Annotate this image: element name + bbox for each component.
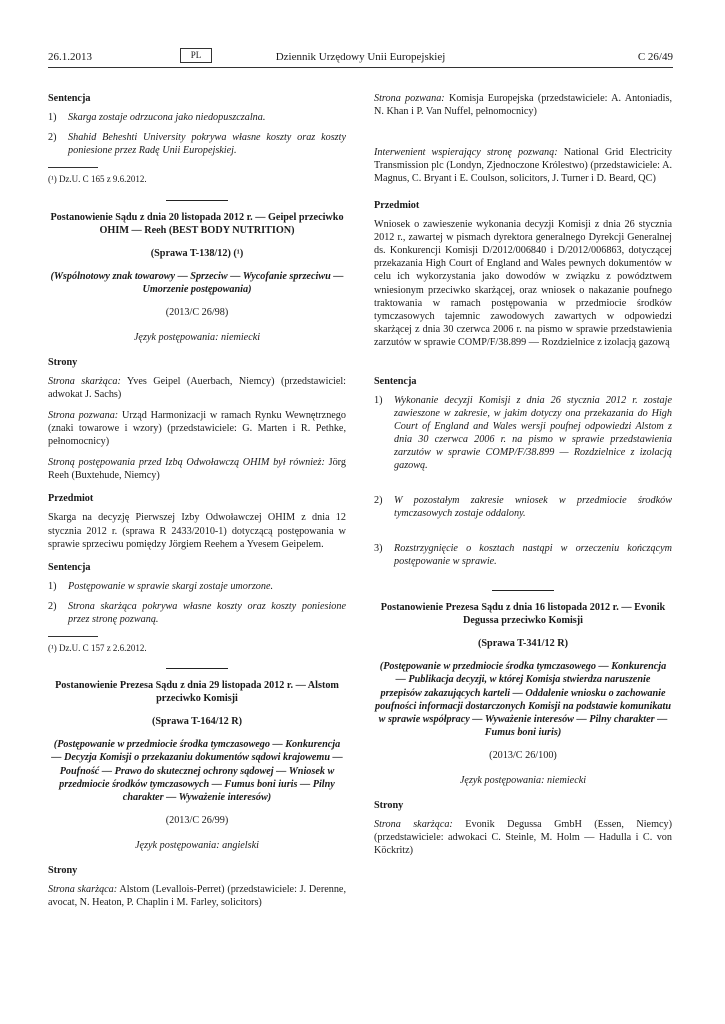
list-item: 3) Rozstrzygnięcie o kosztach nastąpi w orzeczeniu kończącym postępowanie w sprawie.: [374, 543, 672, 568]
subject-paragraph: Wniosek o zawieszenie wykonania decyzji Komisji z dnia 26 stycznia 2012 r., zawartej w pismach dyrektora generalnego Dyrekcji Generalnej ds. Konkurencji Komisji D/2012/006840 i D/2012/006863, dotyczącej przekazania High Court of England and Wales pewnych dokumentów w celu ich wykorzystania jako dowodów w związku z powództwem wniesionym przeciwko skarżącej, oraz wniosek o nakazanie poufnego traktowania w ramach postępowania w przedmiocie środków tymczasowych tajemnic zawodowych zawartych w odpowiedzi skarżącej z dnia 30 czerwca 2006 r. na pismo w sprawie przedstawienia zarzutów w sprawie COMP/F/38.899 — Rozdzielnice z izolacją gazową: [374, 219, 672, 348]
section-divider: [166, 200, 228, 201]
header-rule: [48, 67, 673, 68]
subject-paragraph: Skarga na decyzję Pierwszej Izby Odwoławczej OHIM z dnia 12 stycznia 2012 r. (sprawa R 2433/2010-1) dotyczącą postępowania w sprawie sprzeciwu pomiędzy Jörgiem Reehem a Yvesem Geipelem.: [48, 512, 346, 550]
journal-title: Dziennik Urzędowy Unii Europejskiej: [275, 51, 446, 63]
language-of-case: Język postępowania: niemiecki: [133, 331, 261, 343]
language-badge: PL: [180, 48, 212, 63]
section-heading: Przedmiot: [374, 200, 420, 212]
list-item: 1) Wykonanie decyzji Komisji z dnia 26 stycznia 2012 r. zostaje zawieszone w zakresie, w jakim dotyczy ona przekazania do High Court of England and Wales wersji poufnej odpowiedzi Alstom z dnia 30 czerwca 2006 r. na pismo w sprawie przedstawienia zarzutów w sprawie COMP/F/38.899 — Rozdzielnice z izolacją gazową.: [374, 394, 672, 472]
page-header: [48, 48, 673, 68]
list-item: 2) W pozostałym zakresie wniosek w przedmiocie środków tymczasowych zostaje oddalony.: [374, 495, 672, 520]
operative-list: [374, 394, 672, 568]
section-heading: Strony: [374, 799, 404, 811]
case-keywords: (Postępowanie w przedmiocie środka tymczasowego — Konkurencja — Decyzja Komisji o przekazaniu dokumentów sądowi krajowemu — Poufność — Prawo do skutecznej ochrony sądowej — Wniosek w przedmiocie środków tymczasowych — Fumus boni iuris — Pilny charakter — Wyważenie interesów): [51, 739, 343, 803]
section-heading: Strony: [48, 864, 78, 876]
page-number: C 26/49: [637, 51, 673, 63]
right-column: [374, 92, 672, 865]
case-number: (Sprawa T-138/12) (¹): [150, 247, 244, 259]
language-of-case: Język postępowania: niemiecki: [459, 774, 587, 786]
party-paragraph: Strona skarżąca: Alstom (Levallois-Perret) (przedstawiciele: J. Derenne, avocat, N. Heaton, P. Chaplin i M. Farley, solicitors): [48, 883, 346, 908]
list-item: 2) Strona skarżąca pokrywa własne koszty oraz koszty poniesione przez stronę pozwaną.: [48, 600, 346, 625]
party-paragraph: Stroną postępowania przed Izbą Odwoławczą OHIM był również: Jörg Reeh (Buxtehude, Niemcy): [48, 457, 346, 482]
section-heading: Sentencja: [48, 561, 91, 573]
party-paragraph: Strona pozwana: Komisja Europejska (przedstawiciele: A. Antoniadis, N. Khan i P. Van Nuffel, pełnomocnicy): [374, 93, 672, 118]
section-heading: Sentencja: [48, 93, 91, 104]
list-item: 1) Postępowanie w sprawie skargi zostaje umorzone.: [48, 580, 274, 592]
footnote-rule: [48, 636, 98, 637]
left-column: [48, 92, 346, 917]
footnote-rule: [48, 167, 98, 168]
case-title: Postanowienie Sądu z dnia 20 listopada 2012 r. — Geipel przeciwko OHIM — Reeh (BEST BODY NUTRITION): [50, 211, 344, 236]
case-keywords: (Postępowanie w przedmiocie środka tymczasowego — Konkurencja — Publikacja decyzji, w której Komisja stwierdza naruszenie przepisów zakazujących karteli — Oddalenie wniosku o zachowanie poufności informacji dostarczonych Komisji na podstawie komunikatu w sprawie współpracy — Wyważenie interesów — Pilny charakter — Fumus boni iuris): [374, 661, 672, 738]
case-title: Postanowienie Prezesa Sądu z dnia 16 listopada 2012 r. — Evonik Degussa przeciwko Komisji: [380, 602, 666, 627]
party-paragraph: Interwenient wspierający stronę pozwaną: National Grid Electricity Transmission plc (Londyn, Zjednoczone Królestwo) (przedstawiciele: A. Magnus, C. Bryant i E. Coulson, solicitors, J. Turner i D. Beard, QC): [374, 147, 672, 185]
case-keywords: (Wspólnotowy znak towarowy — Sprzeciw — Wycofanie sprzeciwu — Umorzenie postępowania): [50, 270, 344, 295]
footnote: (¹) Dz.U. C 157 z 2.6.2012.: [48, 642, 147, 653]
party-paragraph: Strona pozwana: Urząd Harmonizacji w ramach Rynku Wewnętrznego (znaki towarowe i wzory) (przedstawiciele: G. Marten i R. Pethke, pełnomocnicy): [48, 410, 346, 448]
section-divider: [166, 668, 228, 669]
party-paragraph: Strona skarżąca: Evonik Degussa GmbH (Essen, Niemcy) (przedstawiciele: adwokaci C. Steinle, M. Holm — Hadulla i C. von Köckritz): [374, 818, 673, 856]
document-reference: (2013/C 26/100): [489, 749, 557, 761]
case-title: Postanowienie Prezesa Sądu z dnia 29 listopada 2012 r. — Alstom przeciwko Komisji: [55, 680, 339, 705]
section-divider: [492, 590, 554, 591]
list-item: 2) Shahid Beheshti University pokrywa własne koszty oraz koszty poniesione przez Radę Unii Europejskiej.: [48, 132, 346, 157]
operative-list: [48, 580, 346, 626]
document-reference: (2013/C 26/98): [165, 306, 229, 318]
section-heading: Sentencja: [374, 375, 417, 387]
case-number: (Sprawa T-341/12 R): [478, 638, 568, 650]
language-of-case: Język postępowania: angielski: [135, 839, 259, 851]
header-date: 26.1.2013: [48, 51, 92, 63]
case-number: (Sprawa T-164/12 R): [152, 716, 242, 728]
operative-list: [48, 111, 346, 157]
party-paragraph: Strona skarżąca: Yves Geipel (Auerbach, Niemcy) (przedstawiciel: adwokat J. Sachs): [48, 376, 346, 401]
section-heading: Przedmiot: [48, 493, 94, 505]
section-heading: Strony: [48, 357, 78, 369]
footnote: (¹) Dz.U. C 165 z 9.6.2012.: [48, 174, 147, 185]
document-reference: (2013/C 26/99): [165, 814, 229, 826]
list-item: 1) Skarga zostaje odrzucona jako niedopuszczalna.: [48, 112, 266, 124]
